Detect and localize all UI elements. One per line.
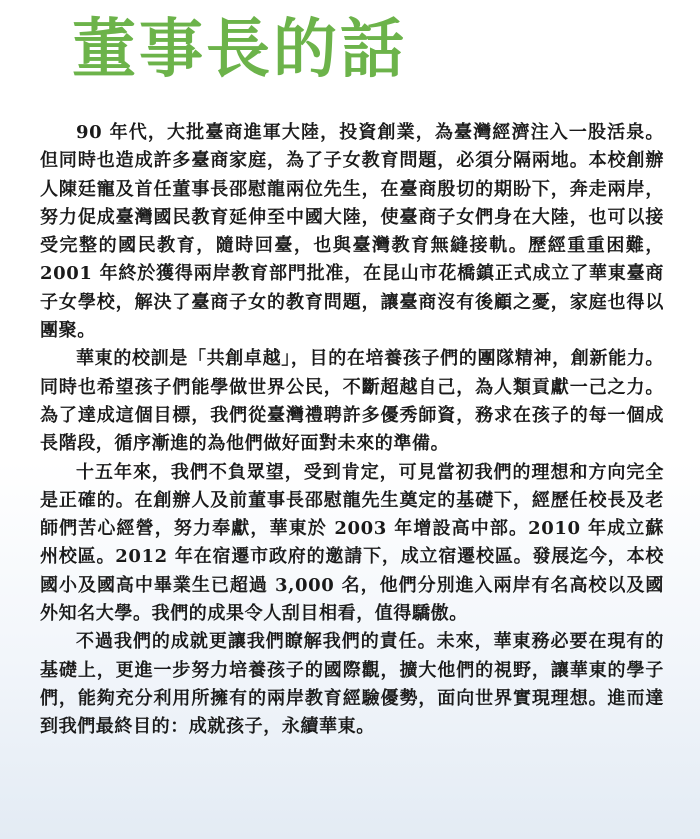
- paragraph-4: 不過我們的成就更讓我們瞭解我們的責任。未來，華東務必要在現有的基礎上，更進一步努力培養孩子的國際觀，擴大他們的視野，讓華東的學子們，能夠充分利用所擁有的兩岸教育經驗優勢，面向世界實現理想。進而達到我們最終目的：成就孩子，永續華東。: [40, 631, 664, 738]
- page-title: 董事長的話: [72, 13, 407, 87]
- paragraph-3: 十五年來，我們不負眾望，受到肯定，可見當初我們的理想和方向完全是正確的。在創辦人及前董事長邵慰龍先生奠定的基礎下，經歷任校長及老師們苦心經營，努力奉獻，華東於 2003 年增設高中部。2010 年成立蘇州校區。2012 年在宿遷市政府的邀請下，成立宿遷校區。發展迄今，本校國小及國高中畢業生已超過 3,000 名，他們分別進入兩岸有名高校以及國外知名大學。我們的成果令人刮目相看，值得驕傲。: [40, 461, 664, 625]
- paragraph-1: 90 年代，大批臺商進軍大陸，投資創業，為臺灣經濟注入一股活泉。但同時也造成許多臺商家庭，為了子女教育問題，必須分隔兩地。本校創辦人陳廷寵及首任董事長邵慰龍兩位先生，在臺商殷切的期盼下，奔走兩岸，努力促成臺灣國民教育延伸至中國大陸，使臺商子女們身在大陸，也可以接受完整的國民教育，隨時回臺，也與臺灣教育無縫接軌。歷經重重困難，2001 年終於獲得兩岸教育部門批准，在昆山市花橋鎮正式成立了華東臺商子女學校，解決了臺商子女的教育問題，讓臺商沒有後顧之憂，家庭也得以團聚。: [40, 122, 664, 342]
- message-body: [40, 119, 664, 742]
- paragraph-2: 華東的校訓是「共創卓越」，目的在培養孩子們的團隊精神，創新能力。同時也希望孩子們能學做世界公民，不斷超越自己，為人類貢獻一己之力。為了達成這個目標，我們從臺灣禮聘許多優秀師資，務求在孩子的每一個成長階段，循序漸進的為他們做好面對未來的準備。: [40, 348, 664, 455]
